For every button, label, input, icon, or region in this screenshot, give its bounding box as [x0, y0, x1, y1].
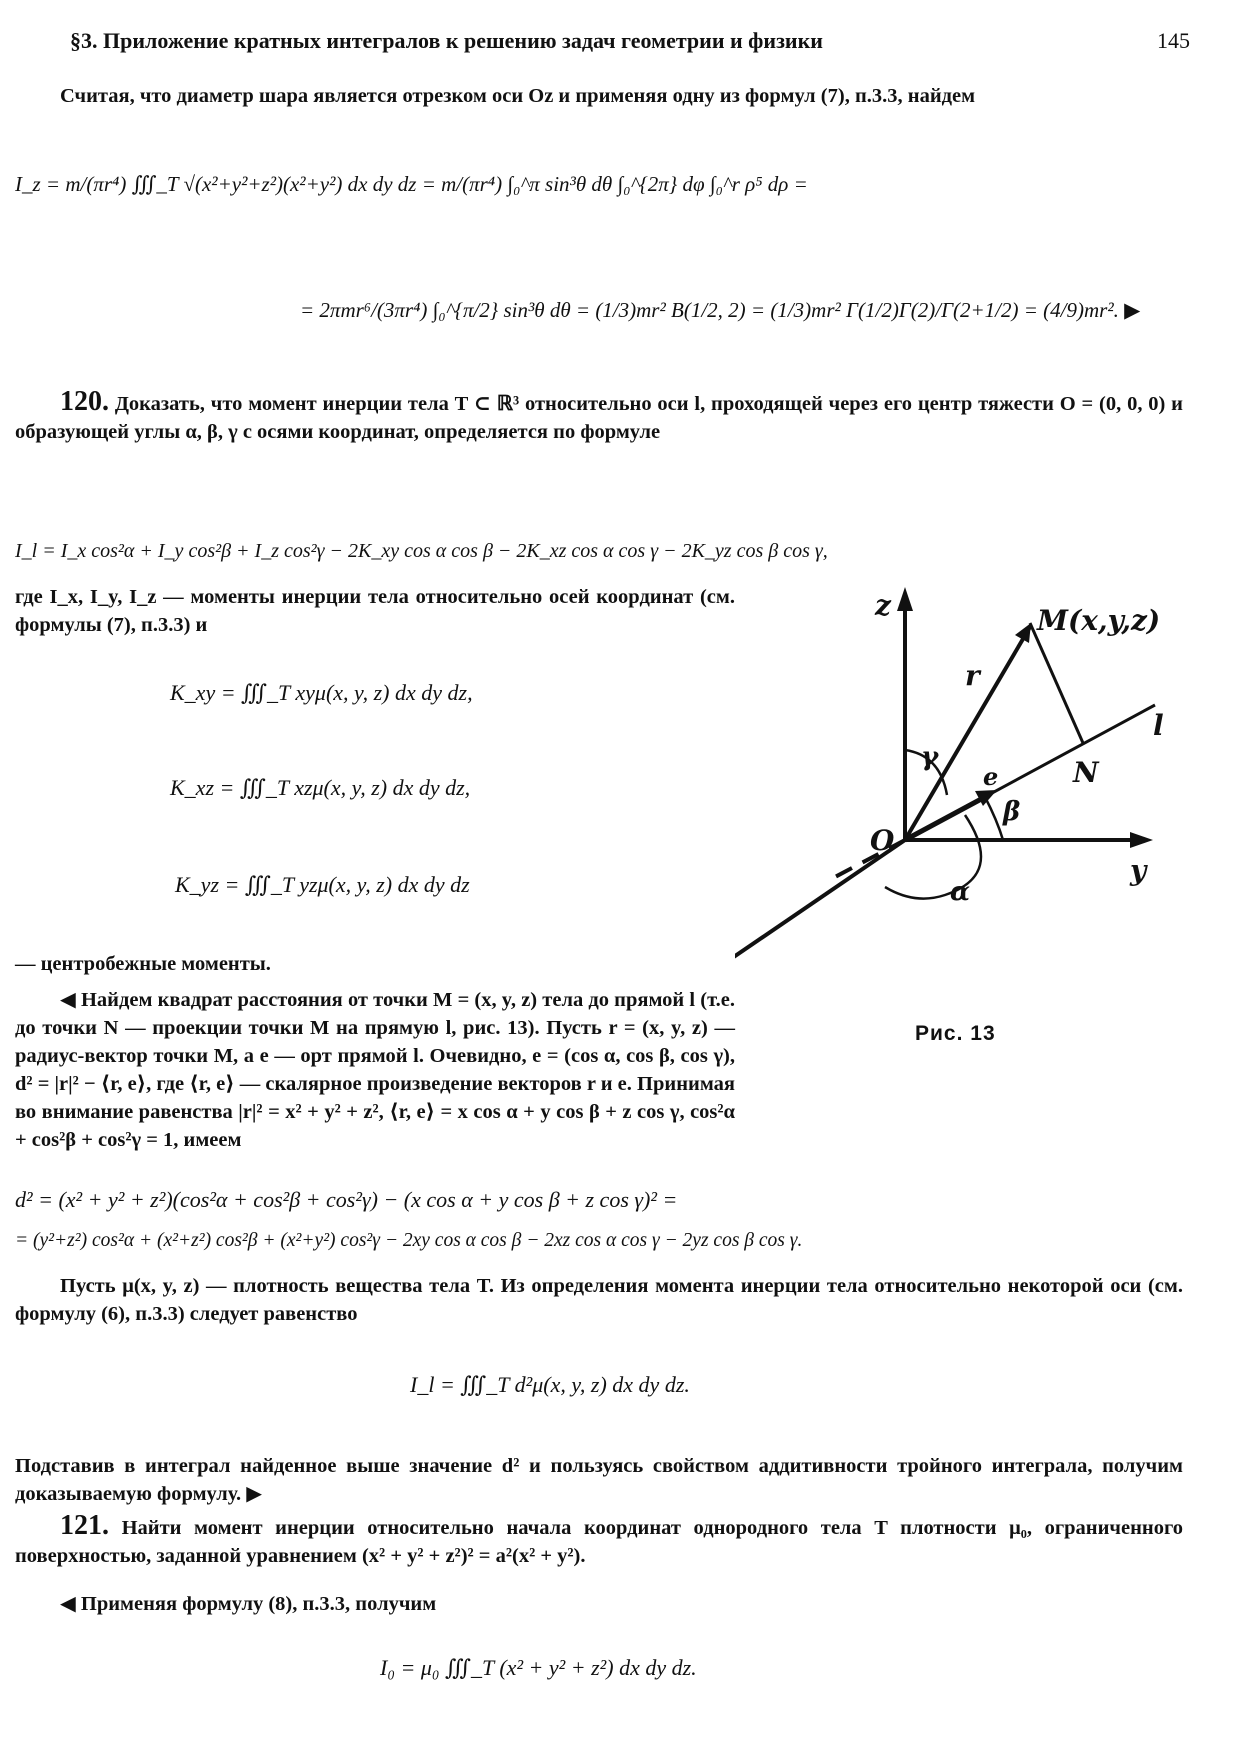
problem-121-text: Найти момент инерции относительно начала координат однородного тела T плотности μ₀, ограниченного поверхностью, заданной уравнением (x² + y² + z²)² = a²(x² + y²).	[15, 1517, 1184, 1567]
label-alpha: α	[950, 877, 971, 907]
problem-121-number: 121.	[60, 1510, 109, 1541]
equation-kxy: K_xy = ∭_T xyμ(x, y, z) dx dy dz,	[170, 680, 473, 705]
label-l: l	[1153, 709, 1164, 742]
running-title: §3. Приложение кратных интегралов к решению задач геометрии и физики	[70, 28, 823, 53]
substitution-paragraph: Подставив в интеграл найденное выше значение d² и пользуясь свойством аддитивности тройного интеграла, получим доказываемую формулу. ▶	[15, 1455, 1183, 1505]
label-n: N	[1073, 756, 1099, 789]
z-axis-arrow	[897, 587, 913, 611]
problem-121	[15, 1512, 1183, 1570]
equation-iz-line1: I_z = m/(πr⁴) ∭_T √(x²+y²+z²)(x²+y²) dx dy dz = m/(πr⁴) ∫₀^π sin³θ dθ ∫₀^{2π} dφ ∫₀^r ρ⁵ dρ =	[15, 172, 808, 196]
centrifugal-text: — центробежные моменты.	[15, 953, 271, 975]
y-axis-arrow	[1130, 832, 1153, 848]
equation-il-integral: I_l = ∭_T d²μ(x, y, z) dx dy dz.	[410, 1372, 690, 1397]
label-gamma: γ	[921, 742, 939, 772]
solution-paragraph	[15, 986, 735, 1154]
figure-13-diagram	[735, 575, 1195, 1015]
x-axis	[735, 840, 905, 980]
label-z: z	[875, 589, 891, 622]
label-m: M(x,y,z)	[1037, 604, 1161, 637]
page-number: 145	[1157, 28, 1190, 53]
equation-i0: I₀ = μ₀ ∭_T (x² + y² + z²) dx dy dz.	[380, 1655, 697, 1680]
label-o: O	[870, 824, 895, 857]
problem-120	[15, 388, 1183, 446]
intro-paragraph: Считая, что диаметр шара является отрезком оси Oz и применяя одну из формул (7), п.3.3, найдем	[60, 85, 976, 107]
where-paragraph: где I_x, I_y, I_z — моменты инерции тела относительно осей координат (см. формулы (7), п.3.3) и	[15, 586, 735, 636]
equation-d2-line1: d² = (x² + y² + z²)(cos²α + cos²β + cos²γ) − (x cos α + y cos β + z cos γ)² =	[15, 1187, 678, 1212]
problem-120-text: Доказать, что момент инерции тела T ⊂ ℝ³ относительно оси l, проходящей через его центр тяжести O = (0, 0, 0) и образующей углы α, β, γ с осями координат, определяется по формуле	[15, 393, 1183, 443]
figure-caption: Рис. 13	[915, 1022, 996, 1045]
label-e: e	[983, 762, 999, 791]
solution-text: ◀ Найдем квадрат расстояния от точки M = (x, y, z) тела до прямой l (т.е. до точки N — проекции точки M на прямую l, рис. 13). Пусть r = (x, y, z) — радиус-вектор точки M, а e — орт прямой l. Очевидно, e = (cos α, cos β, cos γ), d² = |r|² − ⟨r, e⟩, где ⟨r, e⟩ — скалярное произведение векторов r и e. Принимая во внимание равенства |r|² = x² + y² + z², ⟨r, e⟩ = x cos α + y cos β + z cos γ, cos²α + cos²β + cos²γ = 1, имеем	[15, 989, 735, 1151]
label-r: r	[965, 659, 980, 692]
segment-mn	[1030, 623, 1083, 743]
equation-kyz: K_yz = ∭_T yzμ(x, y, z) dx dy dz	[175, 872, 470, 897]
equation-d2-line2: = (y²+z²) cos²α + (x²+z²) cos²β + (x²+y²) cos²γ − 2xy cos α cos β − 2xz cos α cos γ − 2yz cos β cos γ.	[15, 1230, 803, 1251]
page-header	[70, 28, 1190, 54]
apply-paragraph: ◀ Применяя формулу (8), п.3.3, получим	[60, 1593, 437, 1615]
equation-iz-line2: = 2πmr⁶/(3πr⁴) ∫₀^{π/2} sin³θ dθ = (1/3)mr² B(1/2, 2) = (1/3)mr² Γ(1/2)Γ(2)/Γ(2+1/2) = (4/9)mr². ▶	[300, 298, 1141, 322]
equation-il: I_l = I_x cos²α + I_y cos²β + I_z cos²γ − 2K_xy cos α cos β − 2K_xz cos α cos γ − 2K_yz cos β cos γ,	[15, 540, 828, 562]
problem-120-number: 120.	[60, 386, 109, 417]
density-paragraph: Пусть μ(x, y, z) — плотность вещества тела T. Из определения момента инерции тела относительно некоторой оси (см. формулу (6), п.3.3) следует равенство	[15, 1275, 1183, 1325]
angle-beta-arc	[985, 797, 1003, 840]
equation-kxz: K_xz = ∭_T xzμ(x, y, z) dx dy dz,	[170, 775, 471, 800]
label-y: y	[1130, 854, 1147, 887]
label-beta: β	[1003, 797, 1021, 827]
